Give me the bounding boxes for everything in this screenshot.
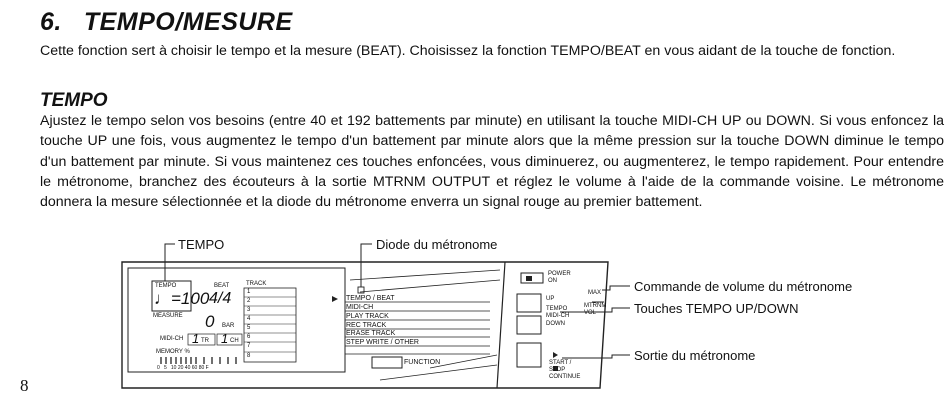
callout-diode: Diode du métronome: [376, 237, 498, 252]
lcd-bar-label: BAR: [222, 323, 235, 329]
callout-updown: Touches TEMPO UP/DOWN: [634, 301, 799, 316]
power-label: POWER ON: [548, 271, 571, 284]
track-number: 8: [247, 353, 251, 359]
function-item: STEP WRITE / OTHER: [346, 339, 419, 346]
lcd-midich-label: MIDI-CH: [160, 336, 184, 342]
track-number: 7: [247, 343, 251, 349]
track-number: 1: [247, 289, 251, 295]
lcd-tempo-label: TEMPO: [155, 283, 177, 289]
mtrnm-label: MTRNM VOL: [584, 303, 607, 316]
callout-volume: Commande de volume du métronome: [634, 279, 853, 294]
track-number: 3: [247, 307, 251, 313]
up-button: [517, 294, 541, 312]
function-item: PLAY TRACK: [346, 313, 389, 320]
track-number: 2: [247, 298, 251, 304]
selected-arrow-icon: [332, 296, 338, 302]
memory-bar: [161, 357, 236, 364]
section-number: 6.: [40, 8, 62, 36]
lcd-tr-value: 1: [192, 331, 200, 346]
lcd-tr-label: TR: [201, 338, 209, 344]
function-button-shape: [372, 357, 402, 368]
function-button-label: FUNCTION: [404, 359, 441, 366]
lcd-beat-label: BEAT: [214, 283, 230, 289]
track-box: [244, 288, 296, 362]
start-stop-button: [517, 343, 541, 367]
page-number: 8: [20, 376, 29, 395]
panel-divider: [497, 262, 505, 388]
lcd-measure-label: MEASURE: [153, 313, 183, 319]
down-button: [517, 316, 541, 334]
start-stop-label: START / STOP CONTINUE: [549, 360, 581, 380]
callout-tempo: TEMPO: [178, 237, 225, 252]
track-number: 6: [247, 334, 251, 340]
track-number: 4: [247, 316, 251, 322]
section-intro: Cette fonction sert à choisir le tempo et la mesure (BEAT). Choisissez la fonction TEMPO/BEAT en vous aidant de la touche de fonction.: [40, 43, 896, 59]
lcd-measure-value: 0: [205, 312, 215, 331]
callout-output: Sortie du métronome: [634, 348, 756, 363]
lcd-beat-value: 4/4: [209, 290, 232, 307]
callout-line-output: [562, 355, 630, 358]
callout-line-diode: [361, 244, 372, 287]
track-number: 5: [247, 325, 251, 331]
tempo-midich-label: TEMPO MIDI-CH: [546, 306, 570, 319]
lcd-tempo-value: ♩=100: [154, 289, 210, 308]
lcd-ch-value: 1: [221, 331, 229, 346]
function-item: ERASE TRACK: [346, 330, 396, 337]
function-item: TEMPO / BEAT: [346, 295, 395, 302]
lcd-memory-label: MEMORY %: [156, 349, 190, 355]
subsection-body: Ajustez le tempo selon vos besoins (entre 40 et 192 battements par minute) en utilisant la touche MIDI-CH UP ou DOWN. Si vous enfoncez la touche UP une fois, vous augmentez le tempo d'un battement par minute alors que la même pression sur la touche DOWN diminue le tempo d'un battement par minute. Si vous maintenez ces touches enfoncées, vous diminuerez, ou augmenterez, le tempo rapidement. Pour entendre le métronome, branchez des écouteurs à la sortie MTRNM OUTPUT et réglez le volume à l'aide de la commande voisine. Le métronome donnera la mesure sélectionnée et la diode du métronome enverra un signal rouge au premier battement.: [40, 113, 944, 211]
lcd-ch-label: CH: [230, 338, 239, 344]
subsection-title: TEMPO: [40, 90, 108, 111]
up-label: UP: [546, 296, 555, 302]
max-label: MAX: [588, 290, 602, 296]
function-item: REC TRACK: [346, 322, 387, 329]
function-item: MIDI-CH: [346, 304, 374, 311]
down-label: DOWN: [546, 321, 565, 327]
play-icon: [553, 352, 558, 358]
lcd-memory-scale: 0 5 10 20 40 60 80 F: [157, 365, 209, 371]
section-title: TEMPO/MESURE: [83, 8, 293, 36]
lcd-track-label: TRACK: [246, 281, 267, 287]
